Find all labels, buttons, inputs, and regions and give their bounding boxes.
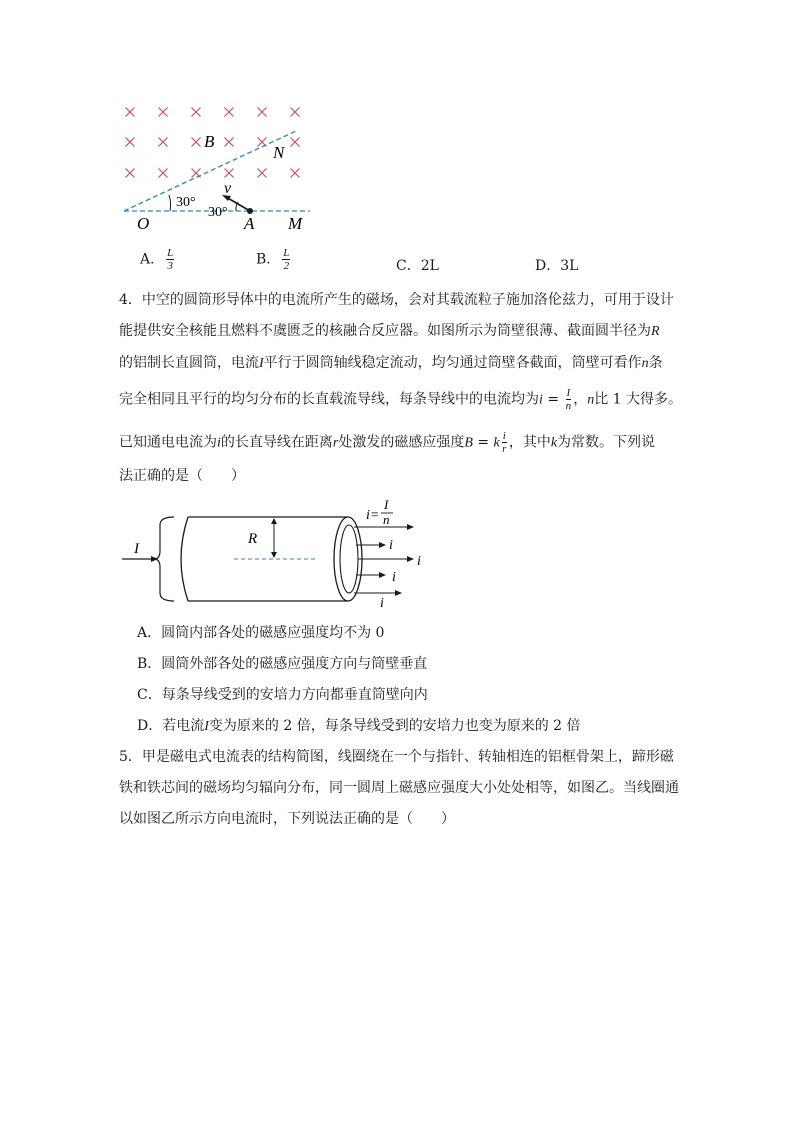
label-v: v — [224, 180, 232, 197]
angle-label-O: 30° — [176, 195, 196, 210]
label-i-2: i — [417, 554, 421, 569]
velocity-vector — [226, 197, 250, 211]
field-cross — [159, 169, 168, 178]
option-prefix: B． — [256, 251, 281, 268]
q4-line-4: 完全相同且平行的均匀分布的长直载流导线，每条导线中的电流均为i = $\frac{I}{n}$ ，n比 1 大得多。 — [119, 387, 683, 412]
q4-option-C[interactable]: C．每条导线受到的安培力方向都垂直筒壁向内 — [137, 687, 428, 703]
field-cross — [192, 138, 201, 147]
q3-option-D[interactable]: D．3L — [535, 258, 579, 274]
field-cross — [291, 108, 300, 117]
label-i-4: i — [380, 596, 384, 611]
field-cross — [291, 169, 300, 178]
field-cross — [225, 108, 234, 117]
field-cross — [225, 138, 234, 147]
option-prefix: A． — [140, 251, 165, 268]
label-i-3: i — [392, 570, 396, 585]
label-A: A — [244, 214, 255, 233]
q4-line-5: 已知通电电流为i的长直导线在距离r处激发的磁感应强度B = k $\frac{i}{r}$ ，其中k为常数。下列说 — [119, 430, 656, 455]
radius-arrow-top — [271, 518, 277, 524]
fraction: $\frac{L}{3}$ — [167, 247, 174, 272]
field-cross — [291, 138, 300, 147]
q3-option-A[interactable] — [140, 247, 176, 272]
q5-line-3: 以如图乙所示方向电流时，下列说法正确的是（ ） — [119, 811, 455, 827]
fraction: $\frac{L}{2}$ — [283, 247, 290, 272]
q3-option-B[interactable] — [256, 247, 292, 272]
left-brace — [154, 517, 174, 601]
field-cross — [126, 169, 135, 178]
current-fraction: $\frac{I}{n}$ — [565, 387, 572, 412]
label-N: N — [273, 143, 285, 162]
q4-cylinder-figure — [118, 495, 438, 615]
q4-line-3: 的铝制长直圆筒，电流I平行于圆筒轴线稳定流动，均匀通过筒壁各截面，筒壁可看作n条 — [119, 355, 663, 371]
field-cross — [258, 169, 267, 178]
label-i-1: i — [389, 538, 393, 553]
q5-line-1: 5．甲是磁电式电流表的结构简图，线圈绕在一个与指针、转轴相连的铝框骨架上，蹄形磁 — [119, 749, 674, 765]
cylinder-end-inner — [340, 525, 358, 593]
angle-arc-O — [169, 195, 171, 211]
q3-option-C[interactable]: C．2L — [396, 258, 439, 274]
q4-line-1: 4．中空的圆筒形导体中的电流所产生的磁场，会对其载流粒子施加洛伦兹力，可用于设计 — [119, 292, 674, 308]
field-cross — [225, 169, 234, 178]
q3-magnetic-field-figure — [110, 95, 320, 240]
field-cross — [159, 138, 168, 147]
label-O: O — [137, 214, 150, 233]
q5-line-2: 铁和铁芯间的磁场均匀辐向分布，同一圆周上磁感应强度大小处处相等，如图乙。当线圈通 — [119, 780, 679, 796]
radius-arrow-bottom — [271, 552, 277, 558]
label-frac-den: n — [383, 512, 390, 527]
label-R: R — [248, 531, 258, 547]
field-cross — [159, 108, 168, 117]
q4-line-2: 能提供安全核能且燃料不虞匮乏的核融合反应器。如图所示为筒壁很薄、截面圆半径为R — [119, 323, 660, 339]
angle-label-A: 30° — [208, 205, 228, 220]
field-fraction: $\frac{i}{r}$ — [502, 430, 507, 455]
field-cross — [126, 138, 135, 147]
q4-line-6: 法正确的是（ ） — [119, 468, 245, 484]
q4-option-B[interactable]: B．圆筒外部各处的磁感应强度方向与筒壁垂直 — [137, 656, 428, 672]
field-cross — [258, 108, 267, 117]
field-cross — [192, 108, 201, 117]
label-M: M — [288, 214, 303, 233]
q4-option-D[interactable]: D．若电流I变为原来的 2 倍，每条导线受到的安培力也变为原来的 2 倍 — [137, 718, 581, 734]
label-B: B — [204, 132, 215, 151]
label-i-eq: i= — [366, 508, 380, 523]
outgoing-arrowheads — [379, 524, 414, 596]
label-I: I — [134, 541, 139, 557]
q4-option-A[interactable]: A．圆筒内部各处的磁感应强度均不为 0 — [137, 625, 385, 641]
field-cross — [126, 108, 135, 117]
label-frac-num: I — [384, 497, 389, 512]
